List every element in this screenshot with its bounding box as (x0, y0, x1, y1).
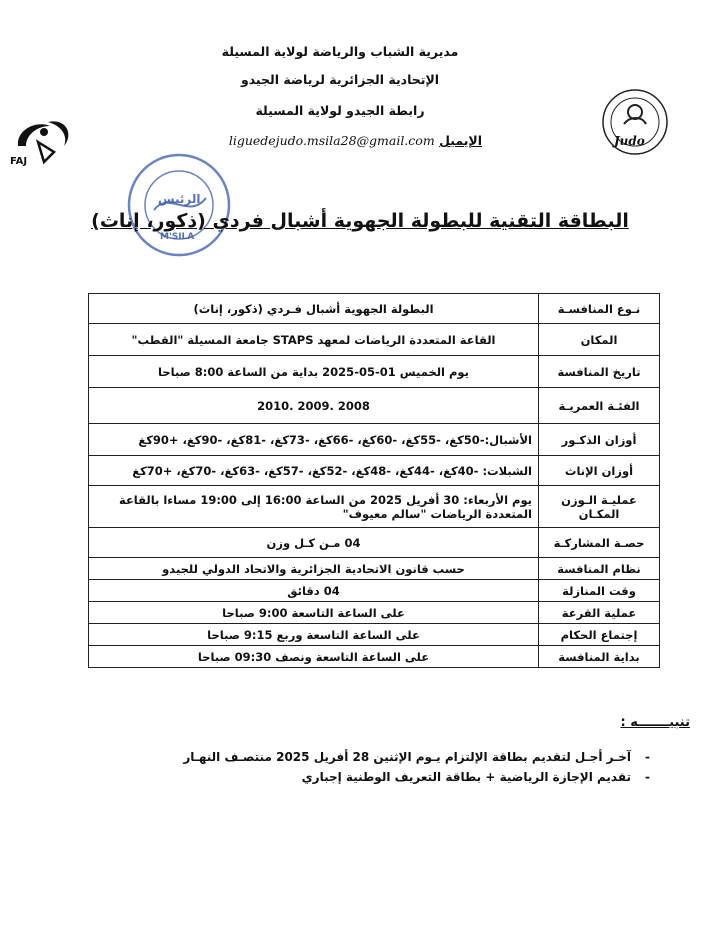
header-line-league: رابطة الجيدو لولاية المسيلة (255, 103, 425, 118)
list-item: -آخـر أجـل لتقديم بطاقة الإلتزام يـوم الإثنين 28 أفريل 2025 منتصـف النهـار (183, 750, 650, 764)
stamp-signature: الرئيس (158, 192, 201, 206)
table-row (89, 580, 660, 602)
table-row (89, 424, 660, 456)
row-value: يوم الخميس 01-05-2025 بداية من الساعة 8:00 صباحا (89, 356, 539, 388)
table-row (89, 602, 660, 624)
list-item: -تقديم الإجازة الرياضية + بطاقة التعريف الوطنية إجباري (301, 770, 650, 784)
row-value: البطولة الجهوية أشبال فـردي (ذكور، إناث) (89, 294, 539, 324)
faj-logo-text: FAJ (10, 156, 28, 167)
table-row (89, 486, 660, 528)
notes-title: تنبيـــــــه : (620, 715, 690, 730)
table-row (89, 356, 660, 388)
faj-logo (8, 112, 78, 174)
table-row (89, 528, 660, 558)
row-value: 04 مـن كـل وزن (89, 528, 539, 558)
row-label: الفئـة العمريـة (539, 388, 660, 424)
stamp-city: M'SILA (160, 232, 195, 242)
technical-card-table (88, 293, 660, 668)
row-label: إجتماع الحكام (539, 624, 660, 646)
row-value: القاعة المتعددة الرياضات لمعهد STAPS جامعة المسيلة "القطب" (89, 324, 539, 356)
table-row (89, 558, 660, 580)
row-label: أوزان الإناث (539, 456, 660, 486)
table-row (89, 646, 660, 668)
row-value: 04 دقائق (89, 580, 539, 602)
note-text: تقديم الإجازة الرياضية + بطاقة التعريف الوطنية إجباري (301, 770, 632, 784)
row-label: حصـة المشاركـة (539, 528, 660, 558)
judo-league-logo (600, 82, 670, 162)
row-value: على الساعة التاسعة 9:00 صباحا (89, 602, 539, 624)
row-label: أوزان الذكـور (539, 424, 660, 456)
row-value: يوم الأربعاء: 30 أفريل 2025 من الساعة 16:00 إلى 19:00 مساءا بالقاعة المتعددة الرياضات "سالم معيوف" (89, 486, 539, 528)
row-value: 2008 .2009 .2010 (89, 388, 539, 424)
table-row (89, 324, 660, 356)
email-value: liguedejudo.msila28@gmail.com (228, 133, 435, 148)
table-row (89, 624, 660, 646)
notes-list (150, 750, 650, 790)
table-row (89, 294, 660, 324)
email-label: الإيميل (439, 133, 482, 148)
row-label: بداية المنافسة (539, 646, 660, 668)
document-title: البطاقة التقنية للبطولة الجهوية أشبال فردي (ذكور، إناث) (91, 210, 629, 232)
official-stamp (124, 150, 234, 260)
row-label: نـوع المنافسـة (539, 294, 660, 324)
table-row (89, 388, 660, 424)
row-value: الشبلات: -40كغ، -44كغ، -48كغ، -52كغ، -57كغ، -63كغ، -70كغ، +70كغ (89, 456, 539, 486)
row-value: على الساعة التاسعة وربع 9:15 صباحا (89, 624, 539, 646)
row-value: الأشبال:-50كغ، -55كغ، -60كغ، -66كغ، -73كغ، -81كغ، -90كغ، +90كغ (89, 424, 539, 456)
header-line-federation: الإتحادية الجزائرية لرياضة الجيدو (240, 72, 440, 87)
header-email (212, 133, 482, 148)
row-label: نظام المنافسة (539, 558, 660, 580)
header-line-directorate: مديرية الشباب والرياضة لولاية المسيلة (221, 44, 459, 59)
row-value: حسب قانون الاتحادية الجزائرية والاتحاد الدولي للجيدو (89, 558, 539, 580)
row-value: على الساعة التاسعة ونصف 09:30 صباحا (89, 646, 539, 668)
note-text: آخـر أجـل لتقديم بطاقة الإلتزام يـوم الإثنين 28 أفريل 2025 منتصـف النهـار (183, 750, 632, 764)
table-row (89, 456, 660, 486)
row-label: عملية القرعة (539, 602, 660, 624)
row-label: المكان (539, 324, 660, 356)
row-label: عمليـة الـوزن المكـان (539, 486, 660, 528)
row-label: وقت المنازلة (539, 580, 660, 602)
row-label: تاريخ المنافسة (539, 356, 660, 388)
judo-logo-text: Judo (614, 134, 645, 148)
